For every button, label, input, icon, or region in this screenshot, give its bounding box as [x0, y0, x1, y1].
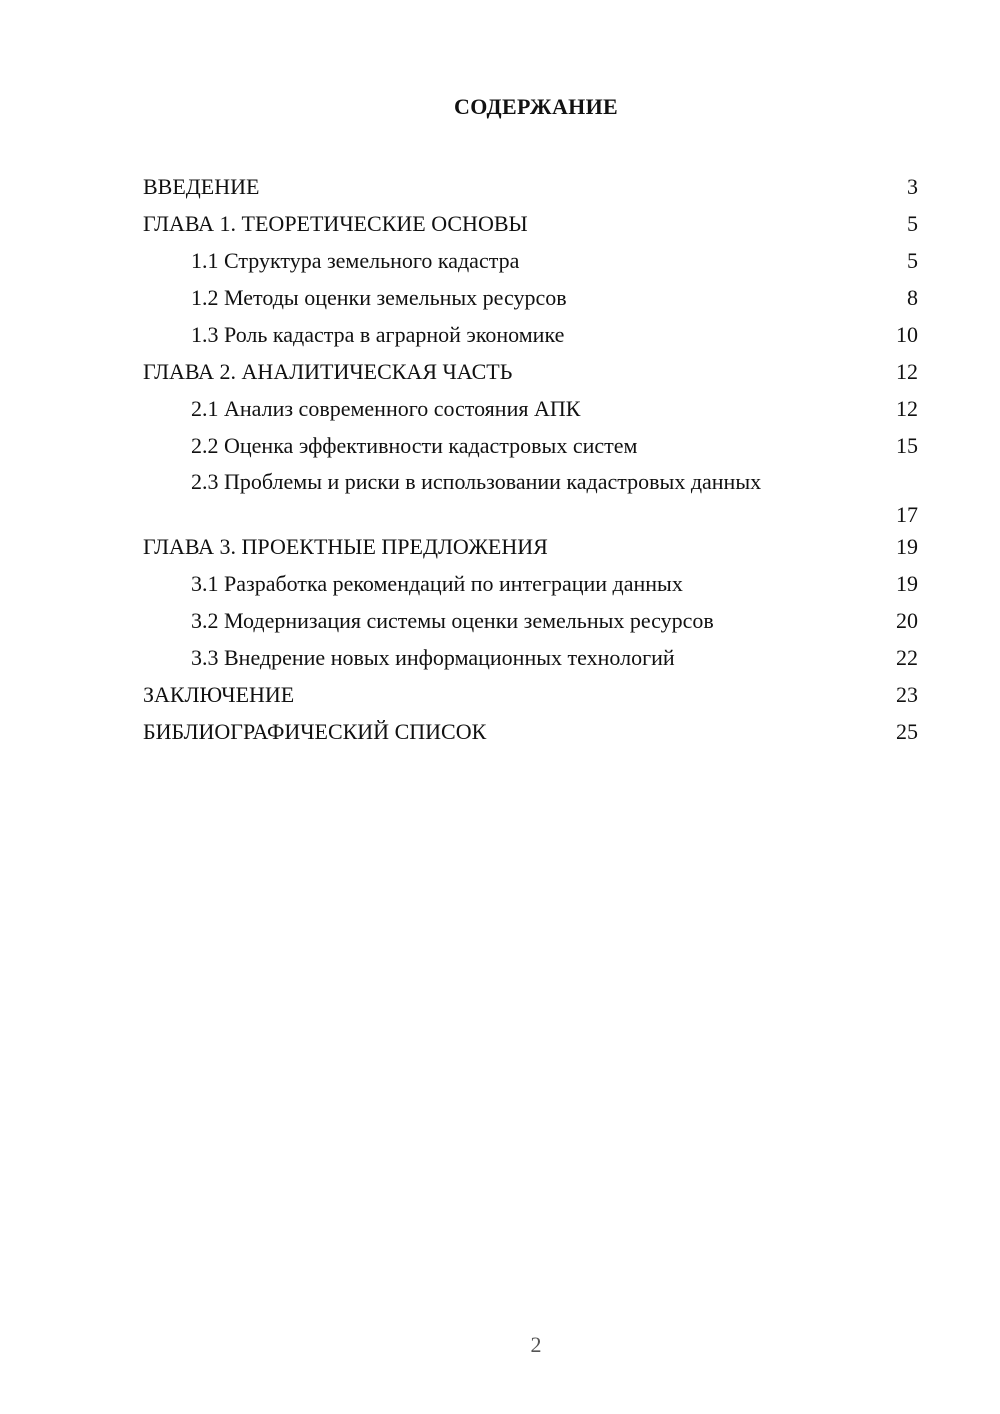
toc-entry-section-1-1[interactable]	[143, 242, 918, 279]
toc-title: СОДЕРЖАНИЕ	[454, 94, 618, 119]
toc-entry-page: 5	[907, 211, 918, 236]
toc-entry-label: 1.1 Структура земельного кадастра	[191, 248, 520, 273]
toc-entry-label: ГЛАВА 3. ПРОЕКТНЫЕ ПРЕДЛОЖЕНИЯ	[143, 534, 548, 559]
toc-entry-page: 25	[896, 719, 918, 744]
toc-entry-section-1-2[interactable]	[143, 279, 918, 316]
toc-list	[143, 168, 918, 750]
toc-entry-section-1-3[interactable]	[143, 316, 918, 353]
toc-entry-label: 2.3 Проблемы и риски в использовании кадастровых данных	[191, 469, 762, 494]
toc-entry-chapter-3[interactable]	[143, 528, 918, 565]
toc-entry-label: 3.3 Внедрение новых информационных технологий	[191, 645, 675, 670]
toc-entry-page: 19	[896, 571, 918, 596]
toc-entry-section-2-3[interactable]	[143, 464, 918, 528]
toc-entry-page: 8	[907, 285, 918, 310]
page-number: 2	[530, 1332, 542, 1357]
toc-entry-page: 12	[896, 359, 918, 384]
toc-entry-label: 3.1 Разработка рекомендаций по интеграции данных	[191, 571, 683, 596]
toc-entry-page: 15	[896, 433, 918, 458]
toc-entry-conclusion[interactable]	[143, 676, 918, 713]
toc-entry-label: ВВЕДЕНИЕ	[143, 174, 260, 199]
toc-entry-label: ЗАКЛЮЧЕНИЕ	[143, 682, 295, 707]
toc-entry-label: ГЛАВА 1. ТЕОРЕТИЧЕСКИЕ ОСНОВЫ	[143, 211, 528, 236]
toc-entry-label: 1.2 Методы оценки земельных ресурсов	[191, 285, 567, 310]
toc-entry-section-3-3[interactable]	[143, 639, 918, 676]
toc-entry-label: 1.3 Роль кадастра в аграрной экономике	[191, 322, 565, 347]
toc-entry-section-3-2[interactable]	[143, 602, 918, 639]
toc-entry-page: 17	[896, 502, 918, 527]
toc-entry-label: БИБЛИОГРАФИЧЕСКИЙ СПИСОК	[143, 719, 487, 744]
toc-entry-section-2-1[interactable]	[143, 390, 918, 427]
toc-entry-page: 12	[896, 396, 918, 421]
toc-entry-chapter-2[interactable]	[143, 353, 918, 390]
toc-entry-page: 5	[907, 248, 918, 273]
toc-entry-bibliography[interactable]	[143, 713, 918, 750]
toc-entry-page: 20	[896, 608, 918, 633]
toc-entry-label: 2.2 Оценка эффективности кадастровых систем	[191, 433, 638, 458]
toc-entry-page: 22	[896, 645, 918, 670]
toc-entry-section-3-1[interactable]	[143, 565, 918, 602]
toc-entry-label: 3.2 Модернизация системы оценки земельных ресурсов	[191, 608, 714, 633]
toc-entry-section-2-2[interactable]	[143, 427, 918, 464]
toc-entry-page: 23	[896, 682, 918, 707]
toc-entry-chapter-1[interactable]	[143, 205, 918, 242]
toc-entry-page: 3	[907, 174, 918, 199]
toc-entry-label: ГЛАВА 2. АНАЛИТИЧЕСКАЯ ЧАСТЬ	[143, 359, 513, 384]
toc-entry-label: 2.1 Анализ современного состояния АПК	[191, 396, 581, 421]
toc-entry-page: 19	[896, 534, 918, 559]
toc-entry-introduction[interactable]	[143, 168, 918, 205]
toc-entry-page: 10	[896, 322, 918, 347]
